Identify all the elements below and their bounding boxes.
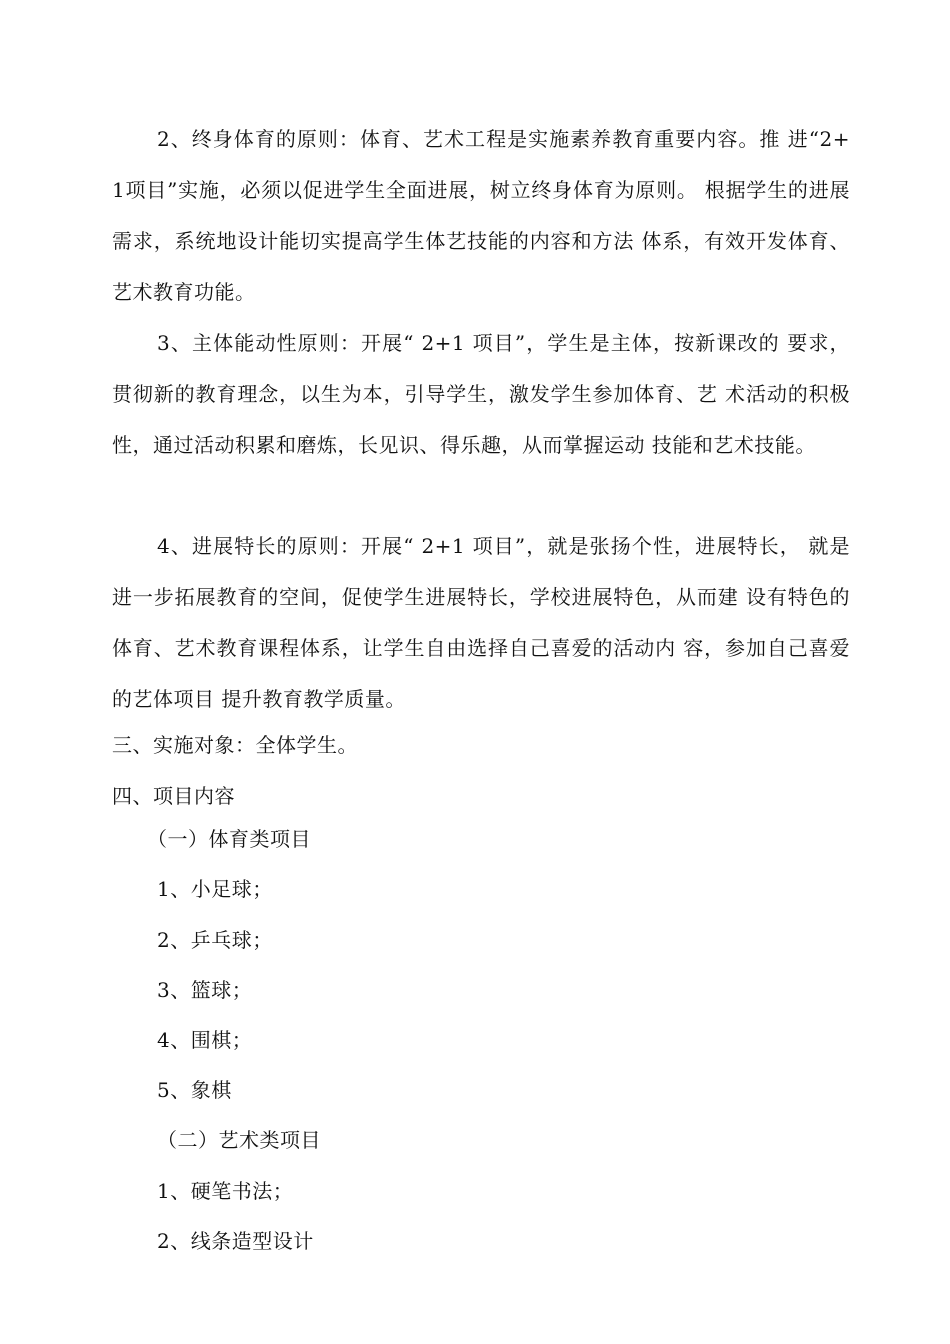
- subheading-arts: （二）艺术类项目: [157, 1128, 321, 1152]
- list-item: 5、象棋: [157, 1078, 232, 1102]
- list-item: 1、硬笔书法；: [157, 1179, 294, 1203]
- subheading-sports: （一）体育类项目: [147, 827, 311, 851]
- paragraph-subject-initiative: 3、主体能动性原则：开展“ 2+1 项目”，学生是主体，按新课改的 要求，贯彻新的教育理念，以生为本，引导学生，激发学生参加体育、艺 术活动的积极性，通过活动积累和磨炼，长见识、得乐趣，从而掌握运动 技能和艺术技能。: [112, 331, 850, 457]
- list-item: 3、篮球；: [157, 978, 253, 1002]
- section-heading-target: 三、实施对象：全体学生。: [112, 733, 358, 757]
- paragraph-specialty-development: 4、进展特长的原则：开展“ 2+1 项目”，就是张扬个性，进展特长， 就是进一步拓展教育的空间，促使学生进展特长，学校进展特色，从而建 设有特色的体育、艺术教育课程体系，让学生自由选择自己喜爱的活动内 容，参加自己喜爱的艺体项目 提升教育教学质量。: [112, 534, 850, 711]
- list-item: 2、乒乓球；: [157, 928, 273, 952]
- list-item: 2、线条造型设计: [157, 1229, 314, 1253]
- list-item: 4、围棋；: [157, 1028, 253, 1052]
- list-item: 1、小足球；: [157, 877, 273, 901]
- paragraph-lifelong-sports: 2、终身体育的原则：体育、艺术工程是实施素养教育重要内容。推 进“2+ 1项目”实施，必须以促进学生全面进展，树立终身体育为原则。 根据学生的进展需求，系统地设计能切实提高学生体艺技能的内容和方法 体系，有效开发体育、艺术教育功能。: [112, 127, 850, 304]
- section-heading-content: 四、项目内容: [112, 784, 235, 808]
